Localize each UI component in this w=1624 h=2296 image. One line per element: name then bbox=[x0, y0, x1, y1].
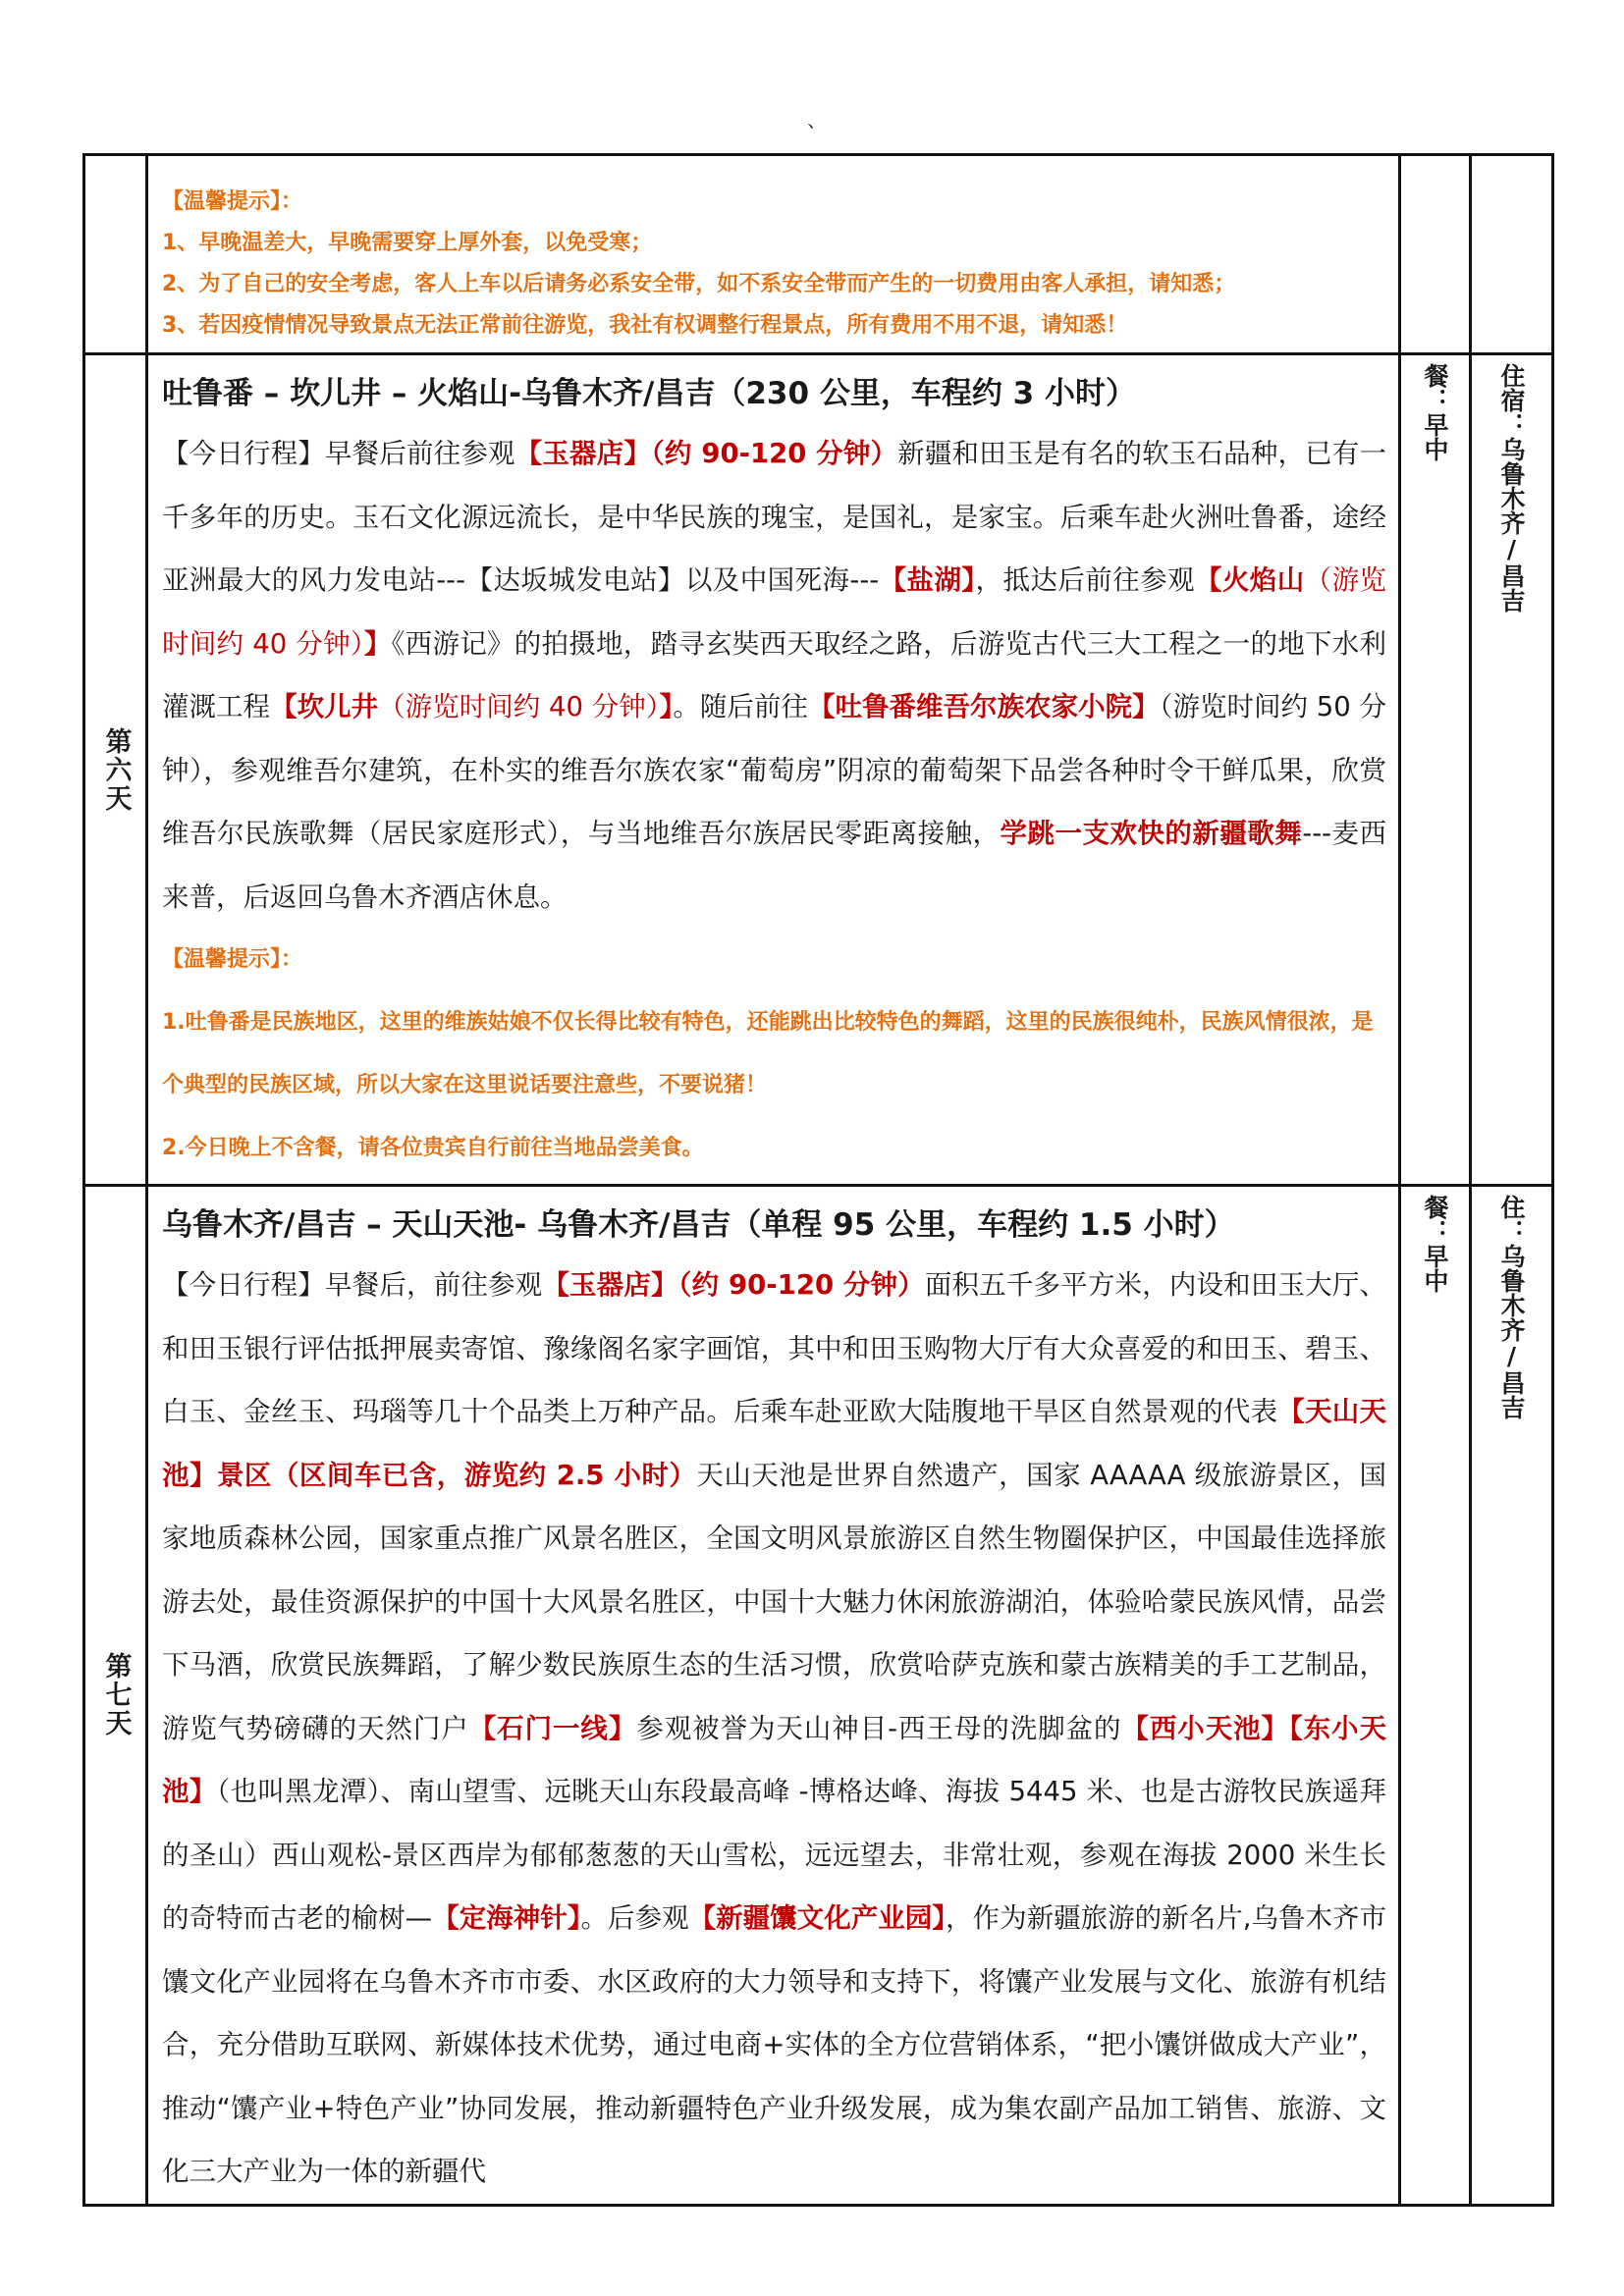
day-label: 第六天 bbox=[100, 726, 132, 813]
day6-tip-1: 1.吐鲁番是民族地区，这里的维族姑娘不仅长得比较有特色，还能跳出比较特色的舞蹈，这里的民族很纯朴，民族风情很浓，是个典型的民族区域，所以大家在这里说话要注意些，不要说猪！ bbox=[162, 1010, 1374, 1097]
day7-title: 乌鲁木齐/昌吉 – 天山天池- 乌鲁木齐/昌吉（单程 95 公里，车程约 1.5 小时） bbox=[162, 1207, 1235, 1243]
day6-meal-cell bbox=[1400, 354, 1471, 1186]
day-label-cell bbox=[84, 1186, 147, 2206]
day6-meal: 餐：早中 bbox=[1421, 363, 1449, 461]
tip-line-3: 3、若因疫情情况导致景点无法正常前往游览，我社有权调整行程景点，所有费用不用不退，请知悉！ bbox=[162, 313, 1128, 338]
table-row-day6 bbox=[84, 354, 1553, 1186]
day6-hotel-cell bbox=[1471, 354, 1553, 1186]
day6-title: 吐鲁番 – 坎儿井 – 火焰山-乌鲁木齐/昌吉（230 公里，车程约 3 小时） bbox=[162, 376, 1137, 411]
day7-hotel: 住：乌鲁木齐/昌吉 bbox=[1497, 1195, 1526, 1419]
day7-itinerary: 【今日行程】早餐后，前往参观【玉器店】（约 90-120 分钟）面积五千多平方米，内设和田玉大厅、和田玉银行评估抵押展卖寄馆、豫缘阁名家字画馆，其中和田玉购物大厅有大众喜爱的和田玉、碧玉、白玉、金丝玉、玛瑙等几十个品类上万种产品。后乘车赴亚欧大陆腹地干旱区自然景观的代表【天山天池】景区（区间车已含，游览约 2.5 小时）天山天池是世界自然遗产，国家 AAAAA 级旅游景区，国家地质森林公园，国家重点推广风景名胜区，全国文明风景旅游区自然生物圈保护区，中国最佳选择旅游去处，最佳资源保护的中国十大风景名胜区，中国十大魅力休闲旅游湖泊，体验哈蒙民族风情，品尝下马酒，欣赏民族舞蹈，了解少数民族原生态的生活习惯，欣赏哈萨克族和蒙古族精美的手工艺制品，游览气势磅礴的天然门户【石门一线】参观被誉为天山神目-西王母的洗脚盆的【西小天池】【东小天池】（也叫黑龙潭）、南山望雪、远眺天山东段最高峰 -博格达峰、海拔 5445 米、也是古游牧民族遥拜的圣山）西山观松-景区西岸为郁郁葱葱的天山雪松，远远望去，非常壮观，参观在海拔 2000 米生长的奇特而古老的榆树—【定海神针】。后参观【新疆馕文化产业园】，作为新疆旅游的新名片,乌鲁木齐市馕文化产业园将在乌鲁木齐市市委、水区政府的大力领导和支持下，将馕产业发展与文化、旅游有机结合，充分借助互联网、新媒体技术优势，通过电商+实体的全方位营销体系，“把小馕饼做成大产业”，推动“馕产业+特色产业”协同发展，推动新疆特色产业升级发展，成为集农副产品加工销售、旅游、文化三大产业为一体的新疆代 bbox=[162, 1269, 1387, 2187]
day6-tips-title: 【温馨提示】： bbox=[162, 947, 303, 972]
tip-line-2: 2、为了自己的安全考虑，客人上车以后请务必系安全带，如不系安全带而产生的一切费用由客人承担，请知悉； bbox=[162, 272, 1236, 296]
tip-line-1: 1、早晚温差大，早晚需要穿上厚外套，以免受寒； bbox=[162, 231, 653, 255]
table-row-day7 bbox=[84, 1186, 1553, 2206]
day6-tip-2: 2.今日晚上不含餐，请各位贵宾自行前往当地品尝美食。 bbox=[162, 1136, 704, 1160]
day6-tips bbox=[162, 929, 1386, 1180]
day-label-cell bbox=[84, 354, 147, 1186]
day6-hotel: 住宿：乌鲁木齐/昌吉 bbox=[1497, 363, 1526, 613]
day7-meal-cell bbox=[1400, 1186, 1471, 2206]
hotel-cell-empty bbox=[1471, 155, 1553, 354]
meal-cell-empty bbox=[1400, 155, 1471, 354]
table-row-tips bbox=[84, 155, 1553, 354]
day6-itinerary: 【今日行程】早餐后前往参观【玉器店】（约 90-120 分钟）新疆和田玉是有名的软玉石品种，已有一千多年的历史。玉石文化源远流长，是中华民族的瑰宝，是国礼，是家宝。后乘车赴火洲吐鲁番，途经亚洲最大的风力发电站---【达坂城发电站】以及中国死海---【盐湖】，抵达后前往参观【火焰山（游览时间约 40 分钟）】《西游记》的拍摄地，踏寻玄奘西天取经之路，后游览古代三大工程之一的地下水利灌溉工程【坎儿井（游览时间约 40 分钟）】。随后前往【吐鲁番维吾尔族农家小院】（游览时间约 50 分钟），参观维吾尔建筑，在朴实的维吾尔族农家“葡萄房”阴凉的葡萄架下品尝各种时令干鲜瓜果，欣赏维吾尔民族歌舞（居民家庭形式），与当地维吾尔族居民零距离接触，学跳一支欢快的新疆歌舞---麦西来普，后返回乌鲁木齐酒店休息。 bbox=[162, 438, 1387, 913]
day7-hotel-cell bbox=[1471, 1186, 1553, 2206]
day7-meal: 餐：早中 bbox=[1421, 1195, 1449, 1293]
day-cell-empty bbox=[84, 155, 147, 354]
itinerary-table bbox=[82, 153, 1554, 2207]
day7-content bbox=[147, 1186, 1400, 2206]
tips-cell bbox=[147, 155, 1400, 354]
day-label: 第七天 bbox=[100, 1652, 132, 1738]
day6-content bbox=[147, 354, 1400, 1186]
page-mark: 、 bbox=[807, 108, 827, 132]
tips-title: 【温馨提示】： bbox=[162, 189, 303, 214]
